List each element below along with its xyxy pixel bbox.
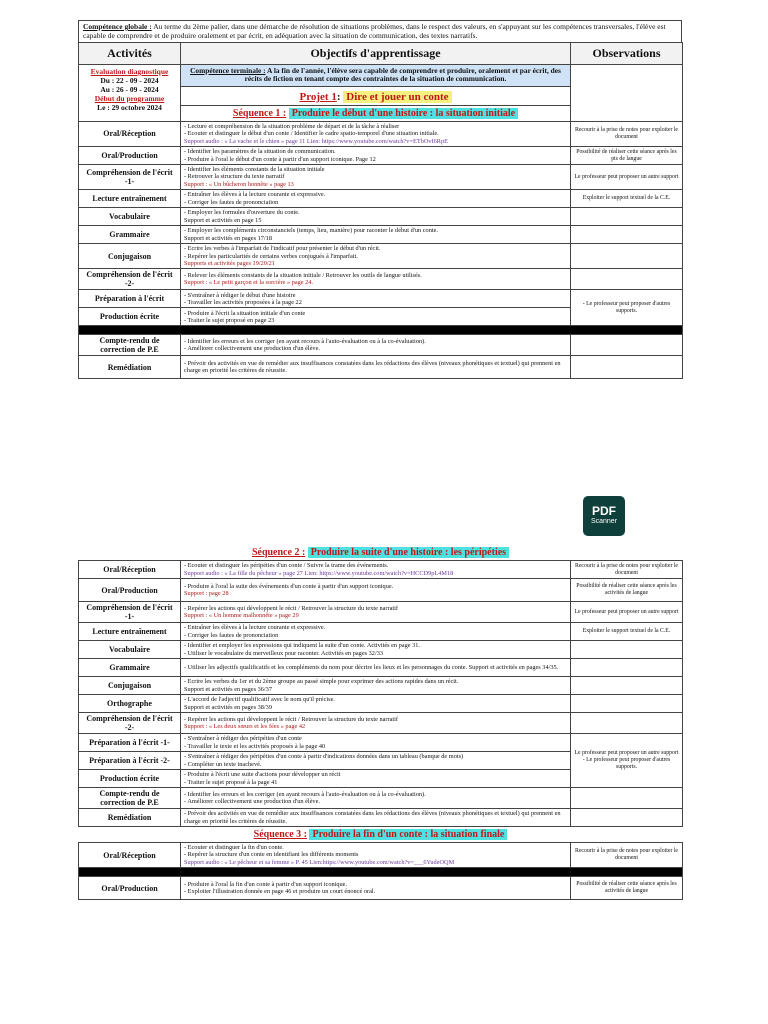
projet-name: Dire et jouer un conte bbox=[343, 91, 451, 103]
activity-cell: Compte-rendu de correction de P.E bbox=[79, 335, 181, 356]
activity-cell: Orthographe bbox=[79, 695, 181, 713]
objective-line: - Ecouter et distinguer le début d'un conte / Identifier le cadre spatio-temporel d'une situation initiale. bbox=[184, 130, 439, 138]
sequence-2-label: Séquence 2 : bbox=[251, 547, 306, 558]
activity-cell: Préparation à l'écrit -1- bbox=[79, 734, 181, 752]
activity-cell: Compte-rendu de correction de P.E bbox=[79, 788, 181, 809]
objective-cell bbox=[181, 190, 571, 208]
objective-cell bbox=[181, 579, 571, 602]
objective-line: - S'entraîner à rédiger des péripéties d'un conte bbox=[184, 735, 302, 743]
competence-terminale-text: A la fin de l'année, l'élève sera capable de comprendre et produire, oralement et par écrit, des récits de fiction en tenant compte des contraintes de la situation de communication. bbox=[244, 66, 561, 84]
objective-line: - Traiter le sujet proposé en page 23 bbox=[184, 316, 275, 324]
separator-fill bbox=[79, 868, 683, 877]
activity-cell: Conjugaison bbox=[79, 244, 181, 269]
header-objectifs: Objectifs d'apprentissage bbox=[181, 43, 571, 65]
objective-cell bbox=[181, 208, 571, 226]
observation-cell: Exploiter le support textuel de la C.E. bbox=[571, 190, 683, 208]
observation-cell bbox=[571, 659, 683, 677]
observation-cell bbox=[571, 335, 683, 356]
activity-cell: Préparation à l'écrit -2- bbox=[79, 752, 181, 770]
competence-terminale bbox=[181, 65, 571, 87]
observation-cell bbox=[571, 713, 683, 734]
objective-line: - Produire à l'oral le début d'un conte à partir d'un support iconique. Page 12 bbox=[184, 155, 376, 163]
objective-line: - Ecouter et distinguer la fin d'un conte. bbox=[184, 844, 284, 851]
objective-cell bbox=[181, 809, 571, 827]
objective-line: - Ecouter et distinguer les péripéties d'un conte / Suivre la trame des événements. bbox=[184, 562, 389, 570]
activity-cell: Compréhension de l'écrit -2- bbox=[79, 269, 181, 290]
objective-line: - Produire à l'écrit la situation initiale d'un conte bbox=[184, 309, 306, 317]
objective-line: - Relever les éléments constants de la situation initiale / Retrouver les outils de langue utilisés. bbox=[184, 272, 422, 280]
observation-cell: Possibilité de réaliser cette séance après les pts de langue bbox=[571, 147, 683, 165]
support-line: Support : « Les deux sœurs et les fées » page 42 bbox=[184, 723, 306, 730]
competence-globale-text: Au terme du 2ème palier, dans une démarche de résolution de situations problèmes, dans le respect des valeurs, en s'appuyant sur les compétences transversales, l'élève est capable de comprendre et de produire oralement et par écrit, en adéquation avec la situation de communication, des textes narratifs. bbox=[83, 22, 666, 40]
objective-cell bbox=[181, 602, 571, 623]
activity-cell: Vocabulaire bbox=[79, 208, 181, 226]
table-row bbox=[79, 713, 683, 734]
objective-line: - S'entraîner à rédiger des péripéties d'un conte à partir d'indications données dans un tableau (banque de mots) bbox=[184, 753, 464, 761]
objective-line: - Améliorer collectivement une production d'un élève. bbox=[184, 345, 320, 353]
activity-cell: Conjugaison bbox=[79, 677, 181, 695]
evaluation-au: Au : 26 - 09 - 2024 bbox=[100, 85, 159, 94]
activity-cell: Oral/Réception bbox=[79, 843, 181, 868]
objective-line: - Entraîner les élèves à la lecture courante et expressive. bbox=[184, 191, 326, 199]
observation-cell bbox=[571, 695, 683, 713]
objective-cell bbox=[181, 269, 571, 290]
objective-line: - Produire à l'écrit une suite d'actions pour développer un récit bbox=[184, 771, 341, 779]
support-link[interactable]: Support audio : « La vache et le chien » page 11 Lien: https://www.youtube.com/watch?v=ETbOvI6RpE bbox=[184, 137, 448, 145]
objective-line: - Utiliser les adjectifs qualificatifs et les compléments du nom pour décrire les lieux et les personnages du conte. Support et activités en pages 34/35. bbox=[184, 663, 559, 671]
table-row bbox=[79, 695, 683, 713]
objective-line: - S'entraîner à rédiger le début d'une histoire bbox=[184, 291, 296, 299]
support-line: Support : « Le petit garçon et la sorcière » page 24. bbox=[184, 279, 314, 287]
objective-cell bbox=[181, 734, 571, 752]
table-row bbox=[79, 809, 683, 827]
objective-cell bbox=[181, 788, 571, 809]
objective-cell bbox=[181, 290, 571, 308]
activity-cell: Vocabulaire bbox=[79, 641, 181, 659]
objective-line: - Prévoir des activités en vue de remédier aux insuffisances constatées dans les rédactions des élèves (niveaux phonétiques et textuel) qui prennent en charge en priorité les critères de réussite. bbox=[184, 810, 561, 825]
table-row bbox=[79, 147, 683, 165]
debut-programme: Début du programme bbox=[94, 94, 165, 103]
objective-line: - Identifier les erreurs et les corriger (en ayant recours à l'auto-évaluation ou à la co-évaluation). bbox=[184, 790, 426, 798]
observation-cell: Possibilité de réaliser cette séance après les activités de langue bbox=[571, 877, 683, 900]
activity-cell: Remédiation bbox=[79, 356, 181, 379]
objective-cell bbox=[181, 121, 571, 146]
objective-cell bbox=[181, 561, 571, 579]
evaluation-du: Du : 22 - 09 - 2024 bbox=[100, 76, 159, 85]
objective-line: - Corriger les fautes de prononciation bbox=[184, 198, 279, 206]
objective-line: - Travailler les activités proposées à la page 22 bbox=[184, 298, 302, 306]
projet-title: Projet 1: Dire et jouer un conte bbox=[181, 86, 571, 105]
intro-row bbox=[79, 65, 683, 87]
activity-cell: Lecture entraînement bbox=[79, 190, 181, 208]
objective-line: - Identifier et employer les expressions qui indiquent la suite d'un conte. Activités en page 31. bbox=[184, 642, 420, 650]
activity-cell: Oral/Production bbox=[79, 877, 181, 900]
objective-cell bbox=[181, 713, 571, 734]
competence-terminale-label: Compétence terminale : bbox=[190, 66, 266, 75]
observation-cell: Le professeur peut proposer un autre support bbox=[571, 165, 683, 190]
activity-cell: Remédiation bbox=[79, 809, 181, 827]
table-row bbox=[79, 734, 683, 752]
scanned-page-2 bbox=[78, 545, 682, 900]
observations-empty bbox=[571, 65, 683, 122]
activity-cell: Compréhension de l'écrit -1- bbox=[79, 165, 181, 190]
activity-cell: Oral/Réception bbox=[79, 121, 181, 146]
table-row bbox=[79, 877, 683, 900]
table-row bbox=[79, 561, 683, 579]
table-row bbox=[79, 356, 683, 379]
objective-line: - Ecrire les verbes du 1er et du 2ème groupe au passé simple pour exprimer des actions rapides dans un récit. bbox=[184, 678, 459, 686]
sequence-2-name: Produire la suite d'une histoire : les péripéties bbox=[308, 547, 509, 558]
table-row bbox=[79, 659, 683, 677]
objective-cell bbox=[181, 244, 571, 269]
observation-cell bbox=[571, 641, 683, 659]
objective-line: - Repérer les particularités de certains verbes conjugués à l'imparfait. bbox=[184, 252, 358, 260]
table-row bbox=[79, 602, 683, 623]
table-row bbox=[79, 121, 683, 146]
objective-cell bbox=[181, 147, 571, 165]
objective-line: - Lecture et compréhension de la situation problème de départ et de la tâche à réaliser bbox=[184, 122, 400, 130]
evaluation-block bbox=[79, 65, 181, 122]
observation-cell: Le professeur peut proposer un autre support bbox=[571, 602, 683, 623]
objective-cell bbox=[181, 752, 571, 770]
sequence-1-label: Séquence 1 : bbox=[232, 107, 287, 119]
objective-cell bbox=[181, 659, 571, 677]
activity-cell: Oral/Réception bbox=[79, 561, 181, 579]
objective-line: - Compléter un texte inachevé. bbox=[184, 760, 262, 768]
table-row bbox=[79, 843, 683, 868]
objective-line: Support et activités en pages 17/18 bbox=[184, 234, 272, 242]
observation-cell bbox=[571, 244, 683, 269]
objective-cell bbox=[181, 770, 571, 788]
sequence-1-name: Produire le début d'une histoire : la situation initiale bbox=[289, 108, 518, 119]
table-row bbox=[79, 190, 683, 208]
activity-cell: Production écrite bbox=[79, 770, 181, 788]
observation-cell: Le professeur peut proposer un autre support - Le professeur peut proposer d'autres supports. bbox=[571, 734, 683, 788]
pdf-scanner-logo[interactable] bbox=[583, 496, 625, 536]
objective-line: - Prévoir des activités en vue de remédier aux insuffisances constatées dans les rédactions des élèves (niveaux phonétiques et textuel) qui prennent en charge en priorité les critères de réussite. bbox=[184, 360, 561, 375]
support-line: Support : « Un homme malhonnête » page 29 bbox=[184, 612, 299, 619]
observation-cell: Exploiter le support textuel de la C.E. bbox=[571, 623, 683, 641]
pdf-scanner-big: PDF bbox=[592, 504, 616, 518]
observation-cell: Possibilité de réaliser cette séance après les activités de langue bbox=[571, 579, 683, 602]
header-observations: Observations bbox=[571, 43, 683, 65]
pdf-scanner-small: Scanner bbox=[590, 518, 618, 525]
activity-cell: Grammaire bbox=[79, 226, 181, 244]
separator-bar bbox=[79, 326, 683, 335]
objective-cell bbox=[181, 335, 571, 356]
separator-fill bbox=[79, 326, 683, 335]
activity-cell: Oral/Production bbox=[79, 147, 181, 165]
support-link[interactable]: Support audio : « La fille du pêcheur » page 27 Lien: https://www.youtube.com/watch?v=HCCD9pL4M18 bbox=[184, 569, 454, 577]
observation-cell: Recourir à la prise de notes pour exploiter le document bbox=[571, 561, 683, 579]
table-row bbox=[79, 677, 683, 695]
observation-cell bbox=[571, 809, 683, 827]
table-row bbox=[79, 226, 683, 244]
objective-line: - Employer les compléments circonstanciels (temps, lieu, manière) pour raconter le début d'un conte. bbox=[184, 227, 438, 235]
observation-cell bbox=[571, 269, 683, 290]
support-link[interactable]: Support audio : « Le pêcheur et sa femme » P. 45 Lien:https://www.youtube.com/watch?v=___6YudeOQM bbox=[184, 858, 455, 866]
objective-cell bbox=[181, 695, 571, 713]
objective-line: - L'accord de l'adjectif qualificatif avec le nom qu'il précise. bbox=[184, 696, 335, 704]
table-row bbox=[79, 165, 683, 190]
objective-line: - Repérer les actions qui développent le récit / Retrouver la structure du texte narratif bbox=[184, 604, 399, 612]
projet-label: Projet 1 bbox=[299, 90, 337, 103]
objective-cell bbox=[181, 356, 571, 379]
header-activites: Activités bbox=[79, 43, 181, 65]
table-row bbox=[79, 208, 683, 226]
activity-cell: Compréhension de l'écrit -2- bbox=[79, 713, 181, 734]
objective-line: Support et activités en page 15 bbox=[184, 216, 262, 224]
objective-line: - Entraîner les élèves à la lecture courante et expressive. bbox=[184, 624, 326, 632]
objective-cell bbox=[181, 641, 571, 659]
objective-line: - Identifier les paramètres de la situation de communication. bbox=[184, 148, 336, 156]
separator-bar bbox=[79, 868, 683, 877]
objective-cell bbox=[181, 226, 571, 244]
competence-globale bbox=[78, 20, 682, 42]
activity-cell: Compréhension de l'écrit -1- bbox=[79, 602, 181, 623]
objective-cell bbox=[181, 877, 571, 900]
objective-line: Support et activités en pages 36/37 bbox=[184, 685, 272, 693]
objective-line: - Corriger les fautes de prononciation bbox=[184, 631, 279, 639]
objective-cell bbox=[181, 677, 571, 695]
objective-line: - Ecrire les verbes à l'imparfait de l'indicatif pour présenter le début d'un récit. bbox=[184, 245, 381, 253]
observation-cell bbox=[571, 226, 683, 244]
objective-line: - Traiter le sujet proposé à la page 41 bbox=[184, 778, 278, 786]
objective-line: - Utiliser le vocabulaire du merveilleux pour raconter. Activités en pages 32/33 bbox=[184, 649, 383, 657]
plan-table-1 bbox=[78, 42, 683, 379]
objective-cell bbox=[181, 623, 571, 641]
support-line: Support : page 28 bbox=[184, 590, 229, 597]
sequence-2-row bbox=[79, 545, 683, 561]
objective-cell bbox=[181, 843, 571, 868]
objective-line: - Produire à l'oral la suite des événements d'un conte à partir d'un support iconique. bbox=[184, 582, 394, 590]
observation-cell: Recourir à la prise de notes pour exploiter le document bbox=[571, 121, 683, 146]
activity-cell: Grammaire bbox=[79, 659, 181, 677]
competence-globale-label: Compétence globale : bbox=[83, 22, 152, 31]
table-row bbox=[79, 623, 683, 641]
objective-cell bbox=[181, 165, 571, 190]
objective-line: - Améliorer collectivement une production d'un élève. bbox=[184, 798, 320, 805]
table-row bbox=[79, 269, 683, 290]
table-row bbox=[79, 335, 683, 356]
sequence-3-title bbox=[79, 827, 683, 843]
objective-cell bbox=[181, 308, 571, 326]
observation-cell bbox=[571, 677, 683, 695]
objective-line: - Employer les formules d'ouverture du conte. bbox=[184, 209, 300, 217]
observation-cell: - Le professeur peut proposer d'autres supports. bbox=[571, 290, 683, 326]
objective-line: - Identifier les éléments constants de la situation initiale bbox=[184, 166, 325, 174]
support-line: Support : « Un bûcheron honnête » page 13 bbox=[184, 180, 294, 188]
observation-cell bbox=[571, 208, 683, 226]
table-row bbox=[79, 788, 683, 809]
objective-line: - Retrouver la structure du texte narratif bbox=[184, 173, 285, 181]
activity-cell: Préparation à l'écrit bbox=[79, 290, 181, 308]
table-header bbox=[79, 43, 683, 65]
activity-cell: Lecture entraînement bbox=[79, 623, 181, 641]
activity-cell: Oral/Production bbox=[79, 579, 181, 602]
objective-line: Support et activités en pages 38/39 bbox=[184, 703, 272, 711]
sequence-2-title bbox=[79, 545, 683, 561]
objective-line: - Produire à l'oral la fin d'un conte à partir d'un support iconique. bbox=[184, 880, 348, 888]
sequence-3-name: Produire la fin d'un conte : la situation finale bbox=[309, 829, 507, 840]
observation-cell bbox=[571, 356, 683, 379]
activity-cell: Production écrite bbox=[79, 308, 181, 326]
objective-line: - Identifier les erreurs et les corriger (en ayant recours à l'auto-évaluation ou à la co-évaluation). bbox=[184, 338, 426, 346]
support-line: Supports et activités pages 19/20/21 bbox=[184, 260, 275, 268]
table-row bbox=[79, 244, 683, 269]
table-row bbox=[79, 641, 683, 659]
scanned-page-1 bbox=[78, 20, 682, 379]
observation-cell: Recourir à la prise de notes pour exploiter le document bbox=[571, 843, 683, 868]
objective-line: - Repérer la structure d'un conte en identifiant les différents moments bbox=[184, 851, 359, 859]
sequence-1-title bbox=[181, 105, 571, 121]
sequence-3-row bbox=[79, 827, 683, 843]
table-row bbox=[79, 579, 683, 602]
objective-line: - Repérer les actions qui développent le récit / Retrouver la structure du texte narratif bbox=[184, 715, 399, 723]
plan-table-2 bbox=[78, 545, 683, 900]
table-row bbox=[79, 290, 683, 308]
observation-cell bbox=[571, 788, 683, 809]
objective-line: - Exploiter l'illustration donnée en page 46 et produire un court énoncé oral. bbox=[184, 888, 376, 896]
sequence-3-label: Séquence 3 : bbox=[253, 829, 307, 840]
evaluation-title: Evaluation diagnostique bbox=[90, 67, 169, 76]
debut-date: Le : 29 octobre 2024 bbox=[97, 103, 162, 112]
objective-line: - Travailler le texte et les activités proposés à la page 40 bbox=[184, 742, 326, 750]
